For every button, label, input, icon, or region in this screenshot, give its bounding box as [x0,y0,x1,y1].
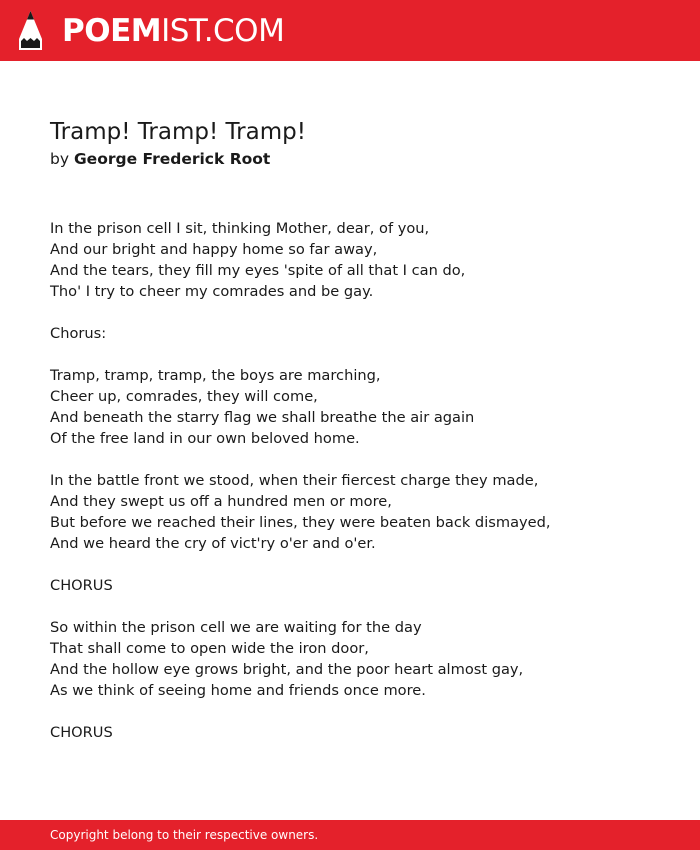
poem-line: CHORUS [50,724,113,741]
poem-stanza [50,470,670,554]
poem-line: And our bright and happy home so far away, [50,241,378,258]
poem-line: Cheer up, comrades, they will come, [50,388,318,405]
site-header [0,0,700,61]
poem-line: And we heard the cry of vict'ry o'er and o'er. [50,535,376,552]
poem-byline [50,148,270,170]
poem-stanza [50,218,670,302]
poem-line: Tho' I try to cheer my comrades and be gay. [50,283,374,300]
poem-author: George Frederick Root [73,150,271,168]
pencil-icon[interactable] [18,10,43,51]
logo-text-light: IST.COM [161,13,285,49]
poem-stanza [50,323,670,344]
copyright-text: Copyright belong to their respective owners. [50,828,319,842]
poem-line: As we think of seeing home and friends once more. [50,682,426,699]
poem-line: And the tears, they fill my eyes 'spite of all that I can do, [50,262,466,279]
poem-line: But before we reached their lines, they were beaten back dismayed, [50,514,551,531]
poem-line: And they swept us off a hundred men or more, [50,493,392,510]
poem-title: Tramp! Tramp! Tramp! [50,119,306,145]
poem-line: That shall come to open wide the iron door, [50,640,369,657]
by-label: by [50,150,70,168]
poem-line: CHORUS [50,577,113,594]
poem-line: So within the prison cell we are waiting for the day [50,619,422,636]
logo-text-bold: POEM [62,13,162,49]
poem-line: And the hollow eye grows bright, and the poor heart almost gay, [50,661,524,678]
poem-line: In the battle front we stood, when their fiercest charge they made, [50,472,539,489]
poem-line: Of the free land in our own beloved home. [50,430,360,447]
poem-stanza [50,617,670,701]
poem-line: Chorus: [50,325,107,342]
site-footer [0,820,700,850]
poem-line: And beneath the starry flag we shall breathe the air again [50,409,475,426]
poem-stanza [50,575,670,596]
site-logo[interactable] [62,11,284,51]
poem-stanza [50,365,670,449]
poem-line: In the prison cell I sit, thinking Mother, dear, of you, [50,220,430,237]
poem-line: Tramp, tramp, tramp, the boys are marching, [50,367,381,384]
poem-stanza [50,722,670,743]
poem-body [50,218,670,764]
